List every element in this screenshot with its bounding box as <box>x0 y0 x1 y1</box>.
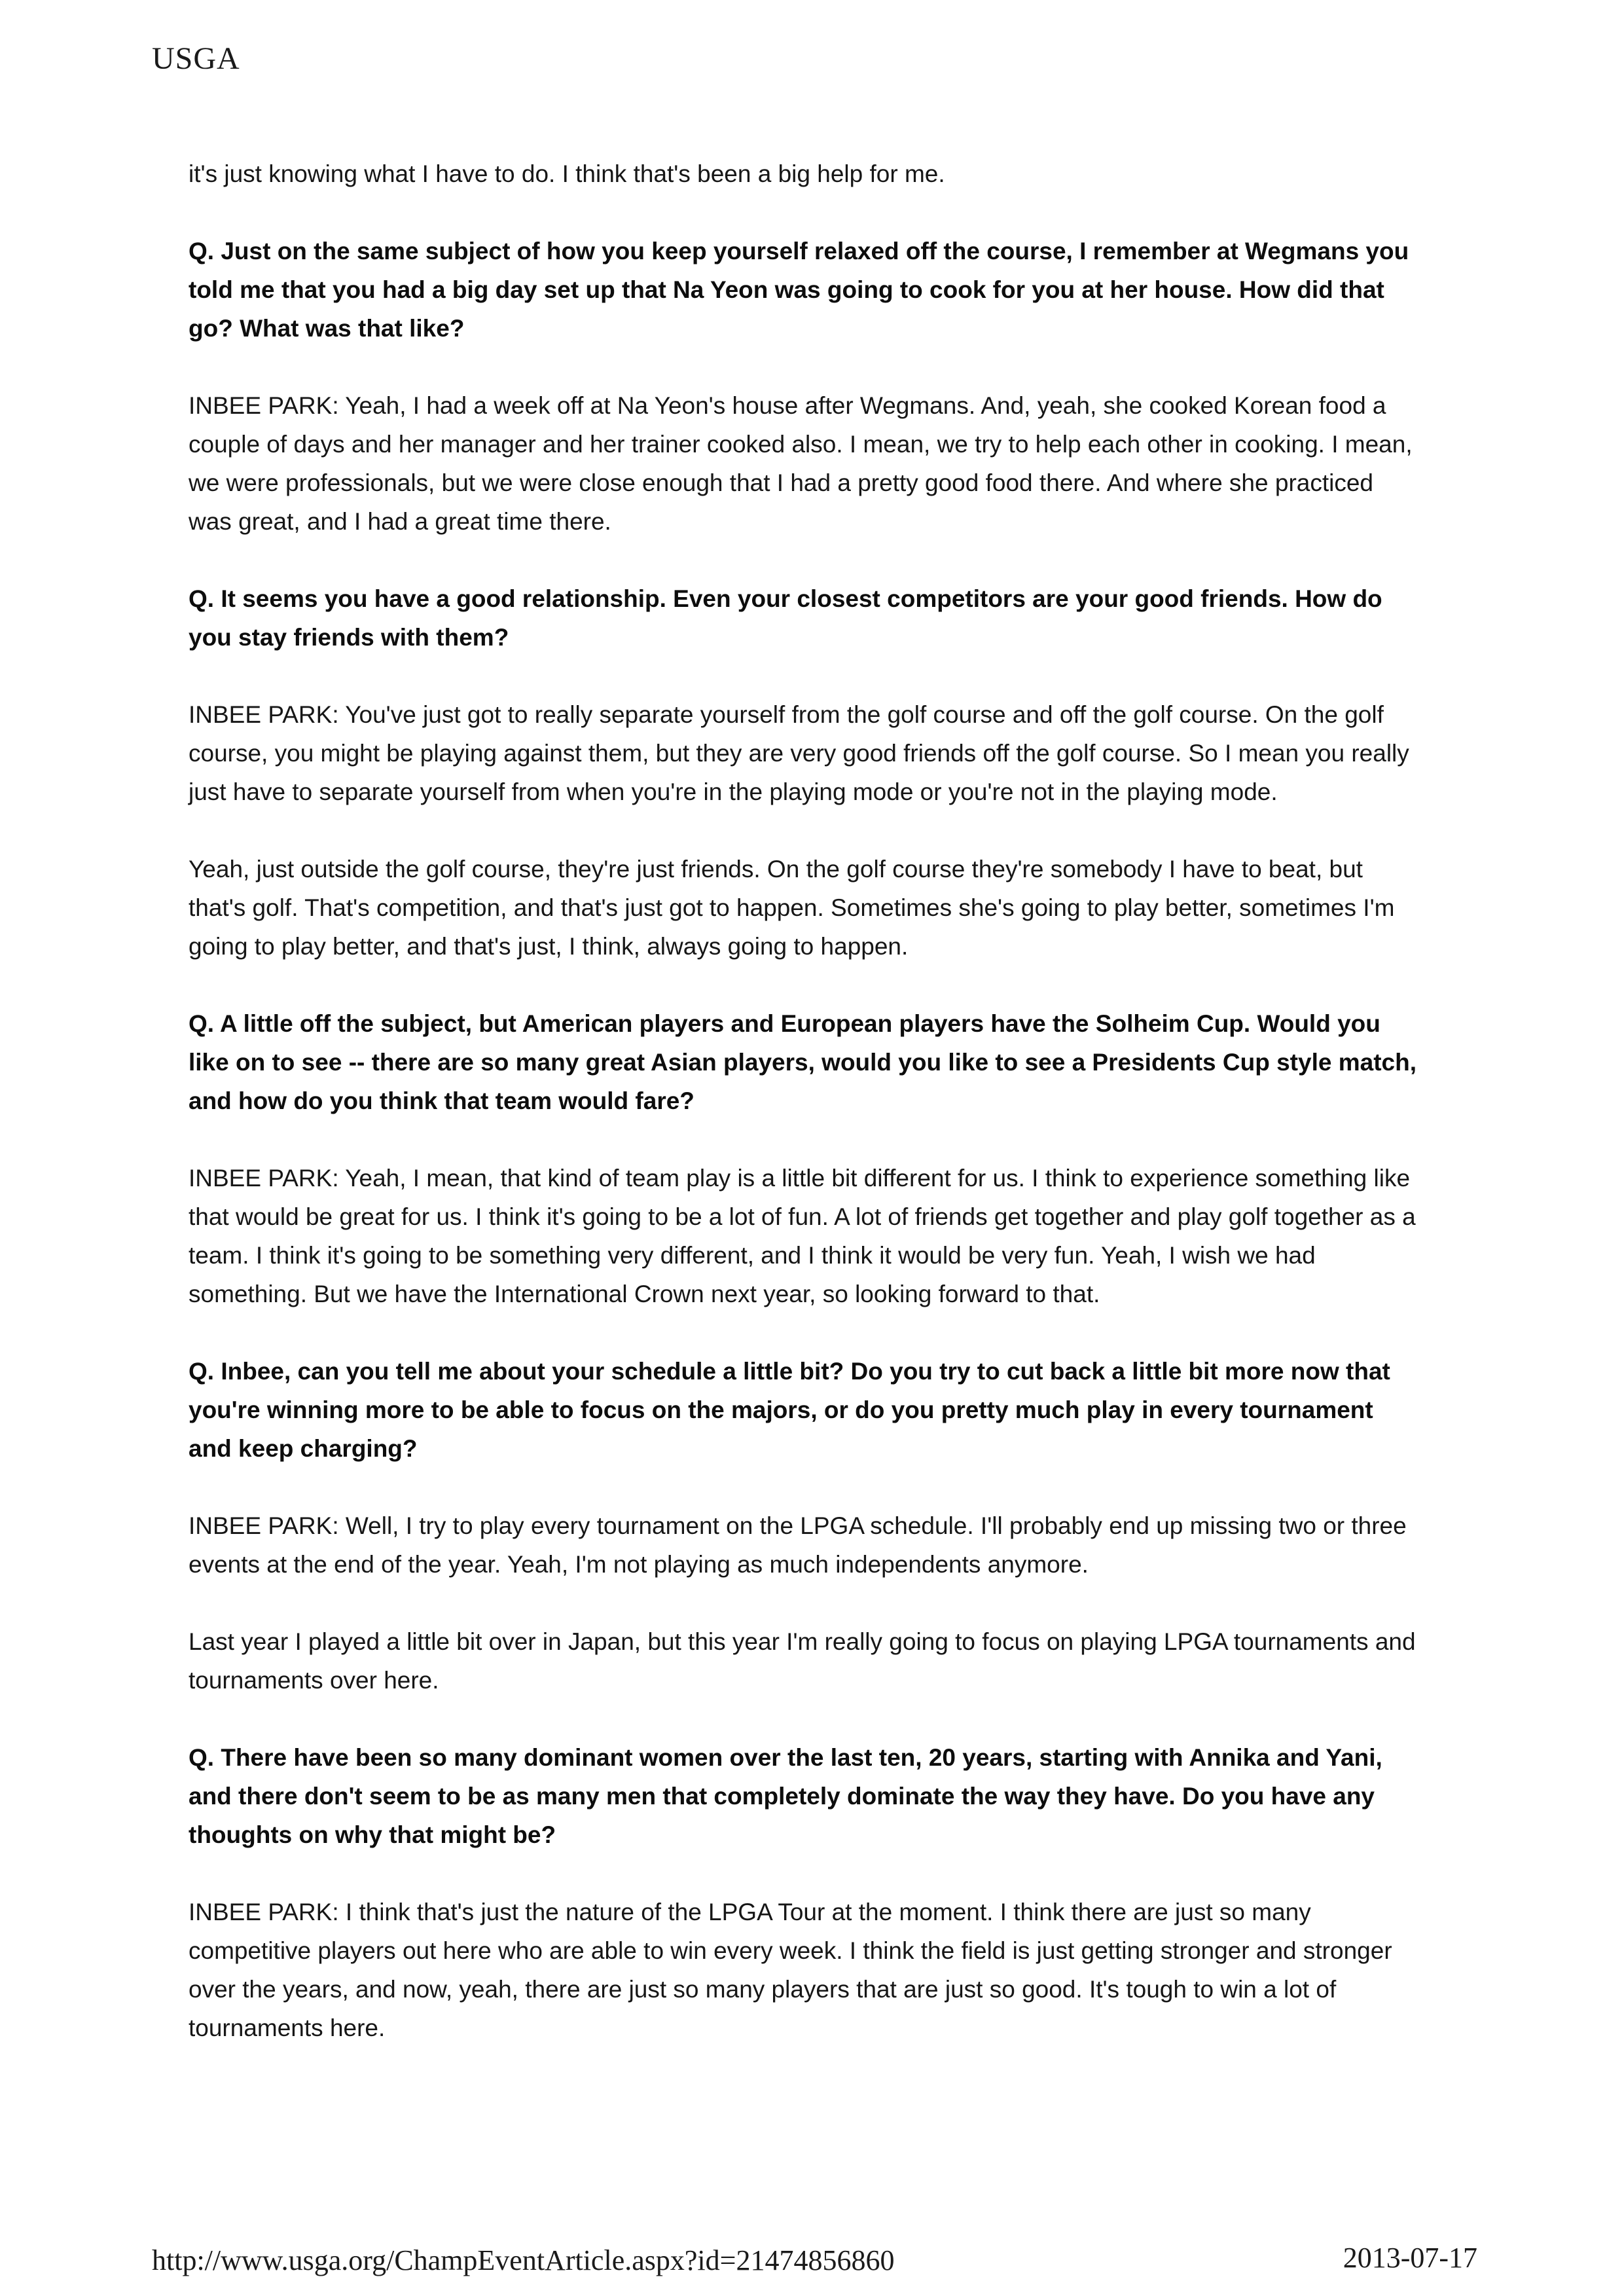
print-date: 2013-07-17 <box>1343 2242 1477 2274</box>
answer-paragraph: it's just knowing what I have to do. I think that's been a big help for me. <box>189 160 945 187</box>
answer-paragraph: INBEE PARK: Yeah, I had a week off at Na Yeon's house after Wegmans. And, yeah, she cooked Korean food a couple of days and her manager and her trainer cooked also. I mean, we try to help each other in cooking. I mean, we were professionals, but we were close enough that I had a pretty good food there. And where she practiced was great, and I had a great time there. <box>189 392 1413 535</box>
answer-paragraph: INBEE PARK: Well, I try to play every tournament on the LPGA schedule. I'll probably end up missing two or three events at the end of the year. Yeah, I'm not playing as much independents anymore. <box>189 1512 1407 1578</box>
question-paragraph: Q. A little off the subject, but American players and European players have the Solheim Cup. Would you like on to see -- there are so many great Asian players, would you like to see a Presidents Cup style match, and how do you think that team would fare? <box>189 1010 1416 1114</box>
question-paragraph: Q. There have been so many dominant women over the last ten, 20 years, starting with Annika and Yani, and there don't seem to be as many men that completely dominate the way they have. Do you have any thoughts on why that might be? <box>189 1744 1382 1848</box>
article-body <box>189 155 1419 2086</box>
answer-paragraph: INBEE PARK: I think that's just the nature of the LPGA Tour at the moment. I think there are just so many competitive players out here who are able to win every week. I think the field is just getting stronger and stronger over the years, and now, yeah, there are just so many players that are just so good. It's tough to win a lot of tournaments here. <box>189 1899 1392 2041</box>
question-paragraph: Q. Just on the same subject of how you keep yourself relaxed off the course, I remember at Wegmans you told me that you had a big day set up that Na Yeon was going to cook for you at her house. How did that go? What was that like? <box>189 238 1409 342</box>
answer-paragraph: INBEE PARK: Yeah, I mean, that kind of team play is a little bit different for us. I think to experience something like that would be great for us. I think it's going to be a lot of fun. A lot of friends get together and play golf together as a team. I think it's going to be something very different, and I think it would be very fun. Yeah, I wish we had something. But we have the International Crown next year, so looking forward to that. <box>189 1165 1416 1307</box>
question-paragraph: Q. Inbee, can you tell me about your schedule a little bit? Do you try to cut back a little bit more now that you're winning more to be able to focus on the majors, or do you pretty much play in every tournament and keep charging? <box>189 1358 1390 1462</box>
page-header-title: USGA <box>152 41 240 76</box>
answer-paragraph: Yeah, just outside the golf course, they're just friends. On the golf course they're somebody I have to beat, but that's golf. That's competition, and that's just got to happen. Sometimes she's going to play better, sometimes I'm going to play better, and that's just, I think, always going to happen. <box>189 856 1395 960</box>
source-url-link[interactable]: http://www.usga.org/ChampEventArticle.aspx?id=21474856860 <box>152 2244 895 2276</box>
answer-paragraph: INBEE PARK: You've just got to really separate yourself from the golf course and off the golf course. On the golf course, you might be playing against them, but they are very good friends off the golf course. So I mean you really just have to separate yourself from when you're in the playing mode or you're not in the playing mode. <box>189 701 1409 805</box>
question-paragraph: Q. It seems you have a good relationship. Even your closest competitors are your good friends. How do you stay friends with them? <box>189 585 1382 651</box>
answer-paragraph: Last year I played a little bit over in Japan, but this year I'm really going to focus on playing LPGA tournaments and tournaments over here. <box>189 1628 1416 1694</box>
